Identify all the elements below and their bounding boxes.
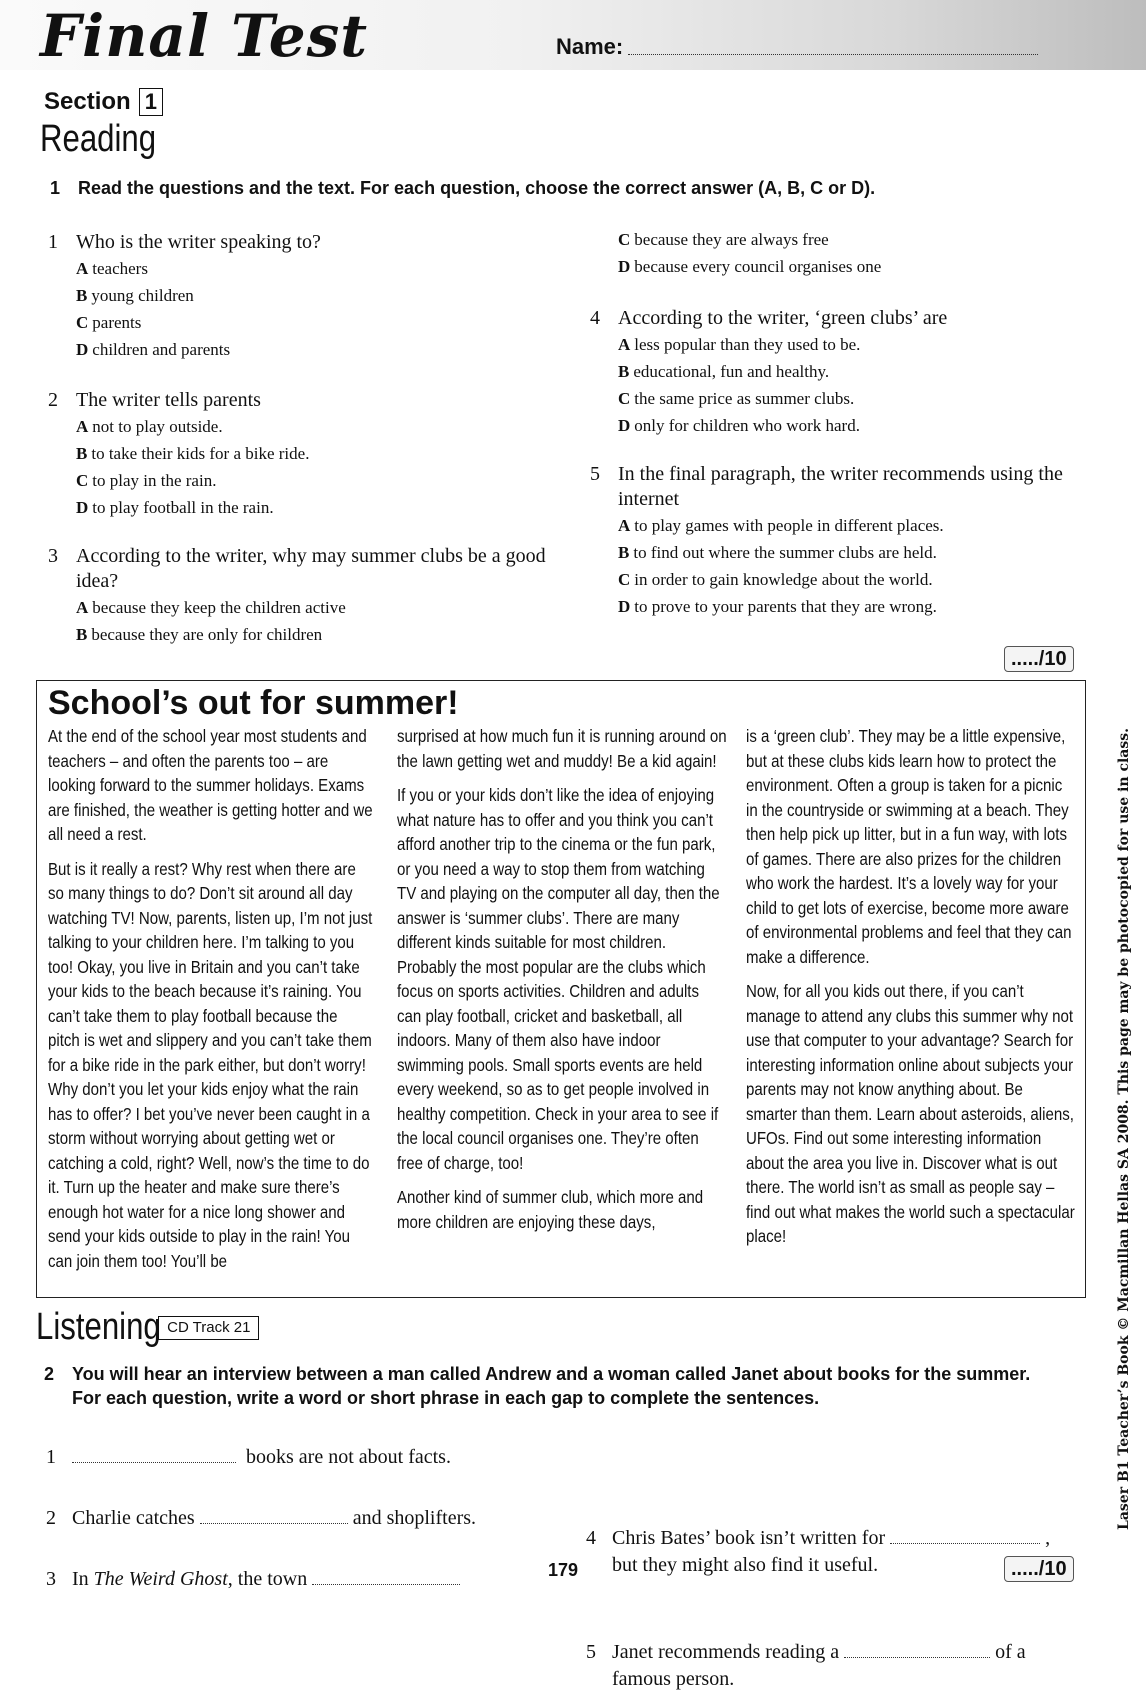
question-4 [590,306,1070,439]
question-1 [48,230,548,363]
option-a: A to play games with people in different places. [618,516,944,535]
section-text: Section [44,88,131,115]
question-2 [48,388,548,521]
option-c: C the same price as summer clubs. [618,389,855,408]
option-b: B because they are only for children [76,625,323,644]
question-number: 2 [48,389,58,411]
section-label [44,88,163,116]
cd-track-label: CD Track 21 [158,1316,259,1340]
option-d: D only for children who work hard. [618,416,860,435]
listening-heading: Listening [36,1306,161,1348]
option-c: C in order to gain knowledge about the world. [618,570,933,589]
listening-question-1: 1 books are not about facts. [46,1446,451,1468]
question-number: 1 [48,231,58,253]
article-paragraph: surprised at how much fun it is running around on the lawn getting wet and muddy! Be a kid again! [397,726,727,771]
question-stem: In the final paragraph, the writer recommends using the internet [618,463,1063,510]
article-column-2 [397,724,727,1244]
question-number: 5 [590,463,600,485]
listening-header [36,1306,259,1349]
answer-gap[interactable] [72,1444,236,1463]
option-a: A because they keep the children active [76,598,346,617]
reading-instruction [50,176,958,200]
page-number: 179 [548,1560,579,1580]
question-3 [48,544,548,648]
article-paragraph: But is it really a rest? Why rest when there are so many things to do? Don’t sit around all day watching TV! Now, parents, listen up, I’m not just talking to your children here. I’m talking to you too! Okay, you live in Britain and you can’t take your kids to the beach because it’s raining. You can’t take them to play football because the pitch is wet and slippery and you can’t take them for a bike ride in the park either, but don’t worry! Why don’t you let your kids enjoy what the rain has to offer? I bet you’ve never been caught in a storm without worrying about getting wet or catching a cold, right? Well, now’s the time to do it. Turn up the heater and make sure there’s enough hot water for a nice long shower and send your kids outside to play in the rain! You can join them too! You’ll be [48,858,373,1271]
article-title: School’s out for summer! [48,684,459,722]
listening-question-5: 5 Janet recommends reading a of a famous person. [586,1641,1026,1690]
instruction-number: 1 [50,178,61,198]
article-paragraph: is a ‘green club’. They may be a little expensive, but at these clubs kids learn how to protect the environment. Often a group is taken for a picnic in the countryside or swimming at a beach. They then help pick up litter, but in a fun way, with lots of games. There are also prizes for the children who work the hardest. It’s a lovely way for your child to get lots of exercise, become more aware of environmental problems and feel that they can make a difference. [746,726,1072,967]
question-3-continued [590,226,1070,280]
page-title: Final Test [40,2,369,70]
option-a: A less popular than they used to be. [618,335,861,354]
article-paragraph: At the end of the school year most students and teachers – and often the parents too – are looking forward to the summer holidays. Exams are finished, the weather is getting hotter and we all need a rest. [48,726,373,844]
reading-score-box: ...../10 [1004,646,1074,672]
article-column-1 [48,724,373,1283]
option-d: D to play football in the rain. [76,498,274,517]
listening-question-4: 4 Chris Bates’ book isn’t written for , but they might also find it useful. [586,1527,1051,1576]
option-d: D because every council organises one [618,257,882,276]
question-stem: Who is the writer speaking to? [76,231,321,253]
option-b: B to find out where the summer clubs are held. [618,543,937,562]
instruction-text: You will hear an interview between a man called Andrew and a woman called Janet about books for the summer. For each question, write a word or short phrase in each gap to complete the sentences. [72,1364,1031,1408]
listening-question-2: 2 Charlie catches and shoplifters. [46,1507,477,1529]
option-a: A not to play outside. [76,417,223,436]
option-b: B to take their kids for a bike ride. [76,444,310,463]
option-b: B educational, fun and healthy. [618,362,830,381]
listening-score-box: ...../10 [1004,1556,1074,1582]
article-paragraph: If you or your kids don’t like the idea of enjoying what nature has to offer and you think you can’t afford another trip to the cinema or the fun park, or you need a way to stop them from watching TV and playing on the computer all day, then the answer is ‘summer clubs’. There are many different kinds suitable for most children. Probably the most popular are the clubs which focus on sports activities. Children and adults can play football, cricket and basketball, all indoors. Many of them also have indoor swimming pools. Small sports events are held every weekend, so as to get people involved in healthy competition. Check in your area to see if the local council organises one. They’re often free of charge, too! [397,785,720,1173]
option-c: C to play in the rain. [76,471,217,490]
copyright-sidebar: Laser B1 Teacher’s Book © Macmillan Hellas SA 2008. This page may be photocopied for use in class. [1116,727,1132,1530]
answer-gap[interactable] [890,1525,1040,1544]
option-b: B young children [76,286,194,305]
article-paragraph: Another kind of summer club, which more and more children are enjoying these days, [397,1187,704,1232]
answer-gap[interactable] [312,1566,460,1585]
question-stem: According to the writer, ‘green clubs’ are [618,307,948,329]
section-number: 1 [139,88,163,116]
option-a: A teachers [76,259,148,278]
article-column-3 [746,724,1078,1259]
question-number: 3 [48,545,58,567]
instruction-text: Read the questions and the text. For each question, choose the correct answer (A, B, C or D). [78,178,876,198]
reading-heading: Reading [40,118,157,160]
option-d: D to prove to your parents that they are wrong. [618,597,937,616]
question-stem: The writer tells parents [76,389,261,411]
instruction-number: 2 [44,1364,55,1384]
option-c: C parents [76,313,142,332]
question-5 [590,462,1070,620]
option-d: D children and parents [76,340,231,359]
question-number: 4 [590,307,600,329]
name-line [628,54,1038,55]
answer-gap[interactable] [844,1639,990,1658]
question-stem: According to the writer, why may summer clubs be a good idea? [76,545,546,592]
answer-gap[interactable] [200,1505,348,1524]
name-label: Name: [556,34,624,59]
article-paragraph: Now, for all you kids out there, if you can’t manage to attend any clubs this summer why not use that computer to your advantage? Search for interesting information online about subjects your parents may not know anything about. Be smarter than them. Learn about asteroids, aliens, UFOs. Find out some interesting information about the area you live in. Discover what is out there. The world isn’t as small as people say – find out what makes the world such a spectacular place! [746,981,1075,1246]
listening-instruction [44,1362,1052,1410]
listening-question-3: 3 In The Weird Ghost, the town [46,1566,592,1593]
option-c: C because they are always free [618,230,829,249]
